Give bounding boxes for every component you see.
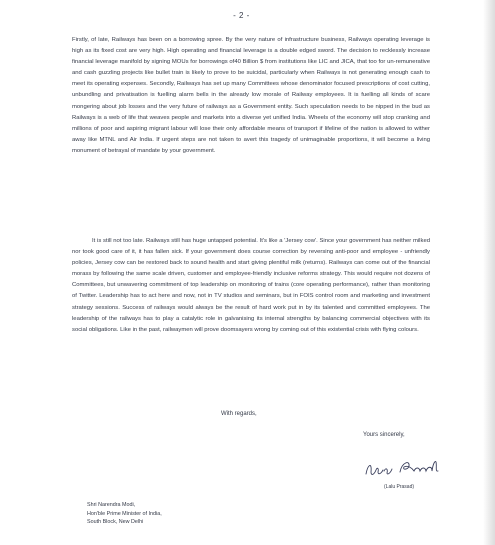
addressee-name: Shri Narendra Modi, [87,502,136,508]
page-number: - 2 - [233,11,250,20]
closing-yours-sincerely: Yours sincerely, [363,432,405,438]
addressee-block [87,501,162,527]
closing-regards: With regards, [221,411,257,417]
addressee-title: Hon'ble Prime Minister of India, [87,510,162,517]
paragraph-1: Firstly, of late, Railways has been on a borrowing spree. By the very nature of infrastructure business, Railways operating leverage is high as its fixed cost are very high. High operating and financial leverage is a double edged sword. The decision to recklessly increase financial leverage manifold by signing MOUs for borrowings of40 Billion $ from institutions like LIC and JICA, that too for un-remunerative and cash guzzling projects like bullet train is likely to prove to be suicidal, particularly when Railways is not generating enough cash to meet its operating expenses. Secondly, Railways has set up many Committees whose denominator focused prescriptions of cost cutting, unbundling and privatisation is fuelling alarm bells in the already low morale of Railway employees. It is fuelling all kinds of scare mongering about job losses and the very future of railways as a Government entity. Such speculation needs to be nipped in the bud as Railways is a web of life that weaves people and markets into a diverse yet unified India. Wheels of the economy will stop cranking and millions of poor and aspiring migrant labour will lose their only affordable means of transport if lifeline of the nation is allowed to wither away like MTNL and Air India. If urgent steps are not taken to avert this tragedy of unimaginable proportions, it will become a living monument of betrayal of mandate by your government. [72,37,430,154]
signer-name: (Lalu Prasad) [384,484,415,490]
paragraph-2: It is still not too late. Railways still has huge untapped potential. It's like a 'Jersey cow'. Since your government has neither milked nor took good care of it, it has fallen sick. If your government does course correction by reversing anti-poor and employee - unfriendly policies, Jersey cow can be restored back to sound health and start giving plentiful milk (returns). Railways can come out of the financial morass by following the same scale driven, customer and employee-friendly inclusive reforms strategy. This would require not dozens of Committees, but unwavering commitment of top leadership on monitoring of trains (core operating performance), rather than monitoring of Twitter. Leadership has to act here and now, not in TV studios and seminars, but in FOIS control room and marketing and investment strategy sessions. Success of railways would always be the result of hard work put in by its talented and committed employees. The leadership of the railways has to play a catalytic role in galvanising its internal strengths by balancing commercial objectives with its social obligations. Like in the past, railwaymen will prove doomsayers wrong by coming out of this existential crisis with flying colours. [72,238,430,333]
handwritten-signature [362,456,444,482]
addressee-address: South Block, New Delhi [87,519,144,526]
page-edge-shadow [483,0,495,545]
